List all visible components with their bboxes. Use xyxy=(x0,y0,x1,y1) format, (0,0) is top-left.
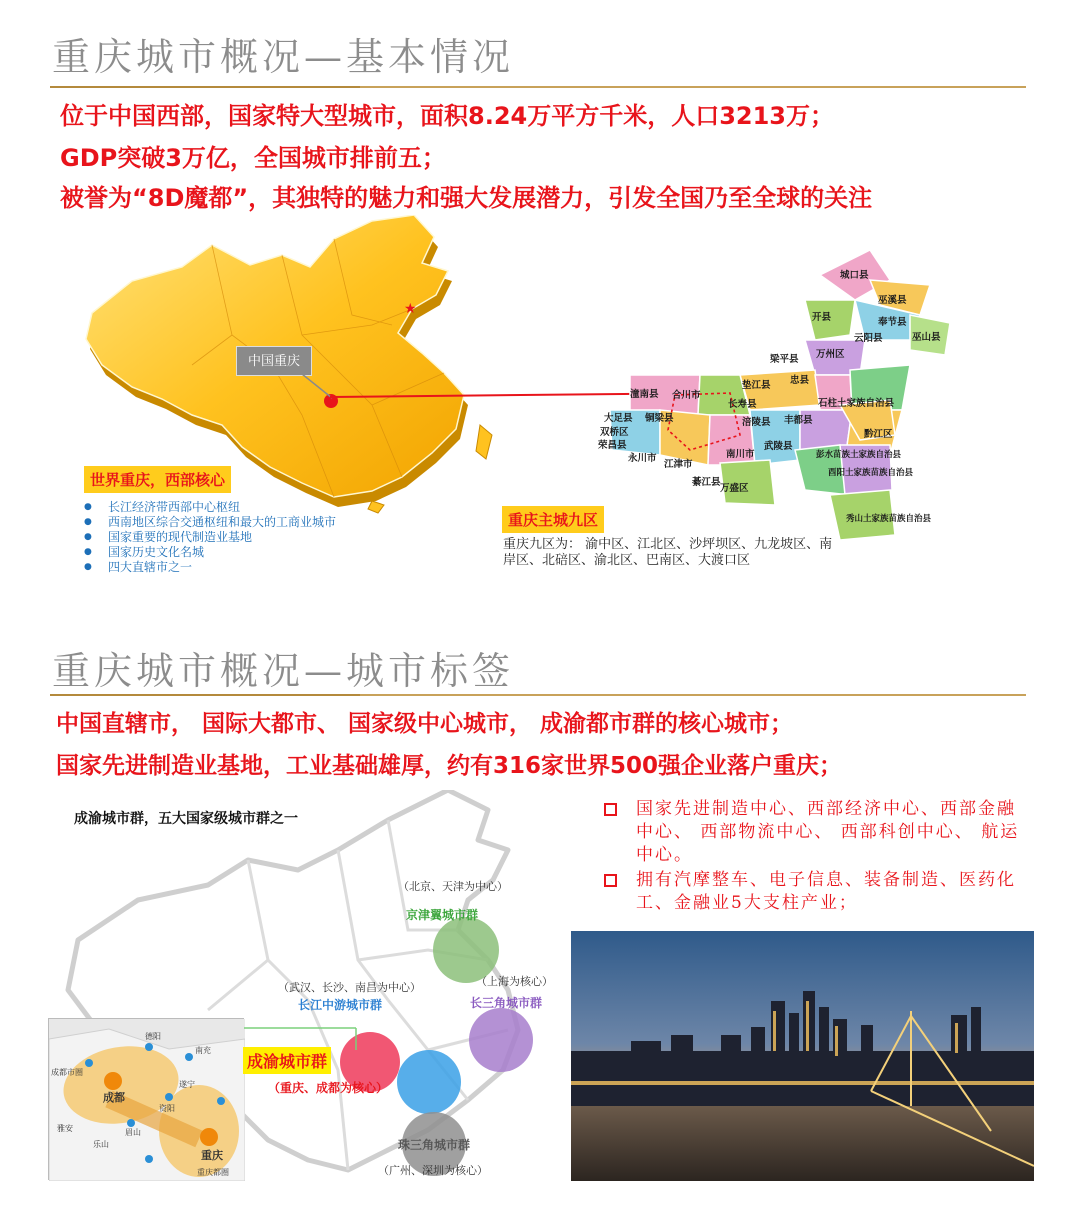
cq-label-28: 酉阳土家族苗族自治县 xyxy=(828,468,914,478)
chongqing-night-photo xyxy=(571,931,1034,1181)
chengyu-note: （重庆、成都为核心） xyxy=(268,1081,389,1095)
list-item: ● 西南地区综合交通枢纽和最大的工商业城市 xyxy=(84,515,336,530)
checkbox-square-icon xyxy=(604,874,617,887)
cq-label-2: 开县 xyxy=(812,312,832,323)
list-item: ● 国家历史文化名城 xyxy=(84,545,336,560)
section1-title: 重庆城市概况—基本情况 xyxy=(52,35,515,79)
section1-line-2: GDP突破3万亿，全国城市排前五； xyxy=(60,144,446,172)
inset-label-leshan: 乐山 xyxy=(93,1140,109,1149)
chengyu-circle xyxy=(397,1050,461,1114)
cq-label-7: 梁平县 xyxy=(770,354,799,365)
core-features-list xyxy=(84,500,336,575)
cq-label-0: 城口县 xyxy=(840,270,869,281)
chongqing-district-map xyxy=(590,245,960,545)
cq-label-16: 铜梁县 xyxy=(645,413,674,424)
cq-label-5: 巫山县 xyxy=(912,332,941,343)
list-item: ● 国家重要的现代制造业基地 xyxy=(84,530,336,545)
cq-label-13: 丰都县 xyxy=(784,415,813,426)
cq-label-1: 巫溪县 xyxy=(878,295,907,306)
nine-districts-label: 重庆主城九区 xyxy=(502,506,604,533)
section2-line-1: 中国直辖市， 国际大都市、 国家级中心城市， 成渝都市群的核心城市； xyxy=(56,711,794,737)
list-item xyxy=(604,869,1024,915)
cq-label-19: 永川市 xyxy=(628,453,657,464)
cq-label-11: 合川市 xyxy=(672,390,701,401)
map-callout-chongqing: 中国重庆 xyxy=(236,346,312,376)
yangtze-delta-circle xyxy=(469,1008,533,1072)
cq-label-27: 万盛区 xyxy=(720,483,749,494)
cq-label-29: 秀山土家族苗族自治县 xyxy=(846,514,932,524)
cq-label-25: 黔江区 xyxy=(864,429,893,440)
list-item: ● 四大直辖市之一 xyxy=(84,560,336,575)
cq-label-12: 长寿县 xyxy=(728,399,757,410)
inset-label-chengdu-circle: 成都市圈 xyxy=(51,1068,83,1077)
list-item-text: 国家先进制造中心、西部经济中心、西部金融中心、 西部物流中心、 西部科创中心、 航运中心。 xyxy=(636,799,1020,865)
section1-line-3: 被誉为“8D魔都”，其独特的魅力和强大发展潜力，引发全国乃至全球的关注 xyxy=(60,184,873,212)
jingjin-label: 京津翼城市群 xyxy=(406,908,479,922)
chengyu-label: 成渝城市群 xyxy=(243,1047,331,1074)
cq-label-17: 双桥区 xyxy=(600,427,629,438)
inset-label-nanchong: 南充 xyxy=(195,1046,211,1055)
inset-label-chongqing-circle: 重庆都圈 xyxy=(197,1168,229,1177)
world-chongqing-label: 世界重庆，西部核心 xyxy=(84,466,231,493)
yangtze-delta-note: （上海为核心） xyxy=(476,975,553,988)
cq-label-21: 涪陵县 xyxy=(742,417,771,428)
cq-label-23: 南川市 xyxy=(726,449,755,460)
list-item-text: 拥有汽摩整车、电子信息、装备制造、医药化工、金融业5大支柱产业； xyxy=(636,870,1016,913)
cq-label-6: 万州区 xyxy=(816,349,845,360)
inset-label-yaan: 雅安 xyxy=(57,1124,73,1133)
section1-line-1: 位于中国西部，国家特大型城市，面积8.24万平方千米，人口3213万； xyxy=(60,102,835,130)
cq-label-10: 潼南县 xyxy=(630,389,659,400)
cq-label-26: 綦江县 xyxy=(692,477,721,488)
pearl-label: 珠三角城市群 xyxy=(398,1138,471,1152)
inset-label-meishan: 眉山 xyxy=(125,1128,141,1137)
jingjin-note: （北京、天津为中心） xyxy=(398,880,508,893)
map-title: 成渝城市群，五大国家级城市群之一 xyxy=(74,811,298,827)
cq-label-4: 云阳县 xyxy=(854,333,883,344)
cq-label-8: 忠县 xyxy=(790,375,810,386)
cq-label-20: 江津市 xyxy=(664,459,693,470)
beijing-star-icon: ★ xyxy=(404,301,417,317)
cq-label-9: 垫江县 xyxy=(742,380,771,391)
list-item: ● 长江经济带西部中心枢纽 xyxy=(84,500,336,515)
nine-districts-text: 重庆九区为： 渝中区、江北区、沙坪坝区、九龙坡区、南岸区、北碚区、渝北区、巴南区、大渡口区 xyxy=(503,537,833,568)
inset-label-ziyang: 资阳 xyxy=(159,1104,175,1113)
chengyu-inset-map xyxy=(48,1018,244,1180)
list-item xyxy=(604,798,1024,867)
city-role-list xyxy=(604,798,1024,917)
changjiang-mid-label: 长江中游城市群 xyxy=(298,998,383,1012)
section2-line-2: 国家先进制造业基地，工业基础雄厚，约有316家世界500强企业落户重庆； xyxy=(56,753,843,779)
pearl-note: （广州、深圳为核心） xyxy=(378,1164,488,1177)
checkbox-square-icon xyxy=(604,803,617,816)
inset-label-chengdu: 成都 xyxy=(103,1091,125,1104)
yangtze-delta-label: 长三角城市群 xyxy=(470,996,543,1010)
section1-divider xyxy=(50,86,1026,88)
inset-label-deyang: 德阳 xyxy=(145,1032,161,1041)
inset-label-suining: 遂宁 xyxy=(179,1080,195,1089)
cq-label-22: 武陵县 xyxy=(764,441,793,452)
cq-label-24: 彭水苗族土家族自治县 xyxy=(816,450,902,460)
cq-label-15: 大足县 xyxy=(604,413,633,424)
cq-label-18: 荣昌县 xyxy=(598,440,627,451)
cq-label-14: 石柱土家族自治县 xyxy=(818,398,895,409)
section2-title: 重庆城市概况—城市标签 xyxy=(52,649,515,693)
changjiang-mid-note: （武汉、长沙、南昌为中心） xyxy=(278,981,421,994)
section2-divider xyxy=(50,694,1026,696)
inset-label-chongqing: 重庆 xyxy=(201,1149,223,1162)
cq-label-3: 奉节县 xyxy=(878,317,907,328)
